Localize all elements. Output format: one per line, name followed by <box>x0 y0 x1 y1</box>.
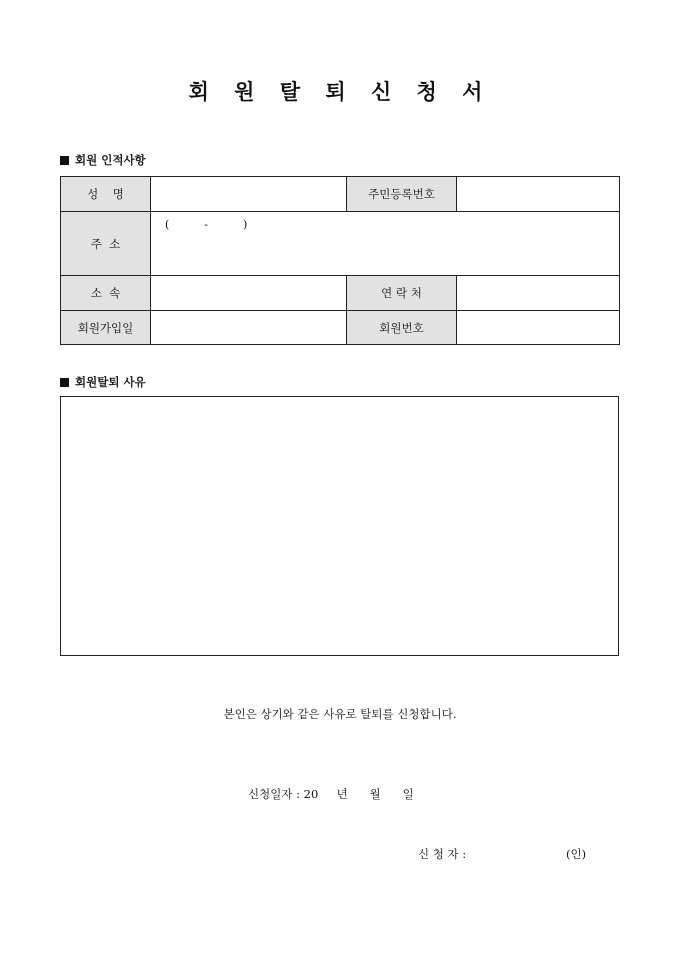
table-row <box>61 276 620 311</box>
contact-label: 연 락 처 <box>347 276 457 311</box>
id-number-label: 주민등록번호 <box>347 177 457 212</box>
member-info-table <box>60 176 620 345</box>
affiliation-field[interactable] <box>151 276 347 311</box>
square-bullet-icon <box>60 156 69 165</box>
member-number-field[interactable] <box>457 311 620 345</box>
table-row <box>61 311 620 345</box>
applicant-label: 신 청 자 : <box>418 847 467 861</box>
table-row <box>61 177 620 212</box>
affiliation-label: 소 속 <box>61 276 151 311</box>
table-row <box>61 212 620 276</box>
member-info-heading: 회원 인적사항 <box>75 153 146 167</box>
member-info-section-label <box>60 153 146 167</box>
name-label: 성 명 <box>61 177 151 212</box>
document-title: 회 원 탈 퇴 신 청 서 <box>188 79 492 104</box>
contact-field[interactable] <box>457 276 620 311</box>
withdrawal-reason-heading: 회원탈퇴 사유 <box>75 375 146 389</box>
withdrawal-reason-field[interactable] <box>60 396 619 656</box>
square-bullet-icon <box>60 378 69 387</box>
withdrawal-statement: 본인은 상기와 같은 사유로 탈퇴를 신청합니다. <box>223 707 457 721</box>
member-number-label: 회원번호 <box>347 311 457 345</box>
id-number-field[interactable] <box>457 177 620 212</box>
address-label: 주 소 <box>61 212 151 276</box>
name-field[interactable] <box>151 177 347 212</box>
seal-mark: (인) <box>566 847 587 861</box>
join-date-field[interactable] <box>151 311 347 345</box>
application-date-line: 신청일자 : 20 년 월 일 <box>248 787 414 801</box>
withdrawal-reason-section-label <box>60 375 146 389</box>
join-date-label: 회원가입일 <box>61 311 151 345</box>
zip-code-format: ( - ) <box>165 218 248 231</box>
address-field[interactable] <box>151 212 620 276</box>
